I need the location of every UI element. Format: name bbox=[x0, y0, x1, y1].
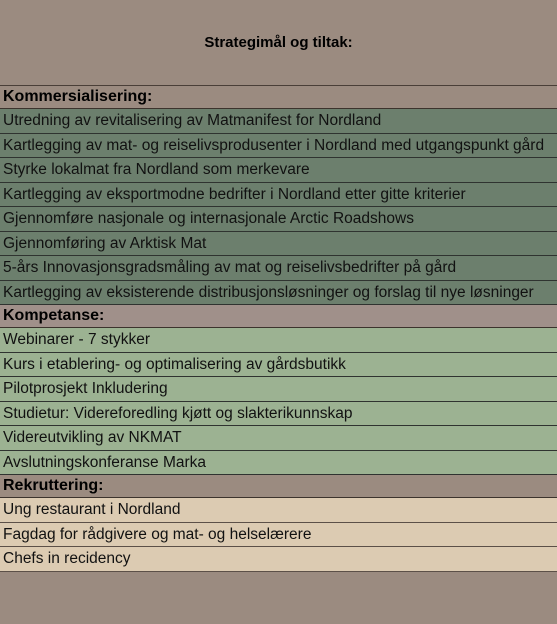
table-row: Utredning av revitalisering av Matmanifest for Nordland bbox=[0, 109, 557, 134]
section-kommersialisering bbox=[0, 86, 557, 305]
table-row: Kartlegging av eksisterende distribusjonsløsninger og forslag til nye løsninger bbox=[0, 281, 557, 306]
table-row: Styrke lokalmat fra Nordland som merkevare bbox=[0, 158, 557, 183]
table-row: Kurs i etablering- og optimalisering av gårdsbutikk bbox=[0, 353, 557, 378]
table-row: Ung restaurant i Nordland bbox=[0, 498, 557, 523]
table-row: Kartlegging av eksportmodne bedrifter i Nordland etter gitte kriterier bbox=[0, 183, 557, 208]
table-row: Gjennomføre nasjonale og internasjonale Arctic Roadshows bbox=[0, 207, 557, 232]
table-row: Fagdag for rådgivere og mat- og helselærere bbox=[0, 523, 557, 548]
table-row: Studietur: Videreforedling kjøtt og slakterikunnskap bbox=[0, 402, 557, 427]
table-title bbox=[0, 0, 557, 86]
section-title: Rekruttering: bbox=[0, 475, 557, 498]
table-row: Pilotprosjekt Inkludering bbox=[0, 377, 557, 402]
section-kompetanse bbox=[0, 305, 557, 475]
table-row: Kartlegging av mat- og reiselivsprodusenter i Nordland med utgangspunkt gård bbox=[0, 134, 557, 159]
section-title: Kompetanse: bbox=[0, 305, 557, 328]
table-row: Webinarer - 7 stykker bbox=[0, 328, 557, 353]
table-title-text: Strategimål og tiltak: bbox=[204, 34, 353, 51]
table-row: 5-års Innovasjonsgradsmåling av mat og reiselivsbedrifter på gård bbox=[0, 256, 557, 281]
table-row: Videreutvikling av NKMAT bbox=[0, 426, 557, 451]
section-title: Kommersialisering: bbox=[0, 86, 557, 109]
table-row: Gjennomføring av Arktisk Mat bbox=[0, 232, 557, 257]
section-rekruttering bbox=[0, 475, 557, 572]
table-row: Avslutningskonferanse Marka bbox=[0, 451, 557, 476]
table-row: Chefs in recidency bbox=[0, 547, 557, 572]
